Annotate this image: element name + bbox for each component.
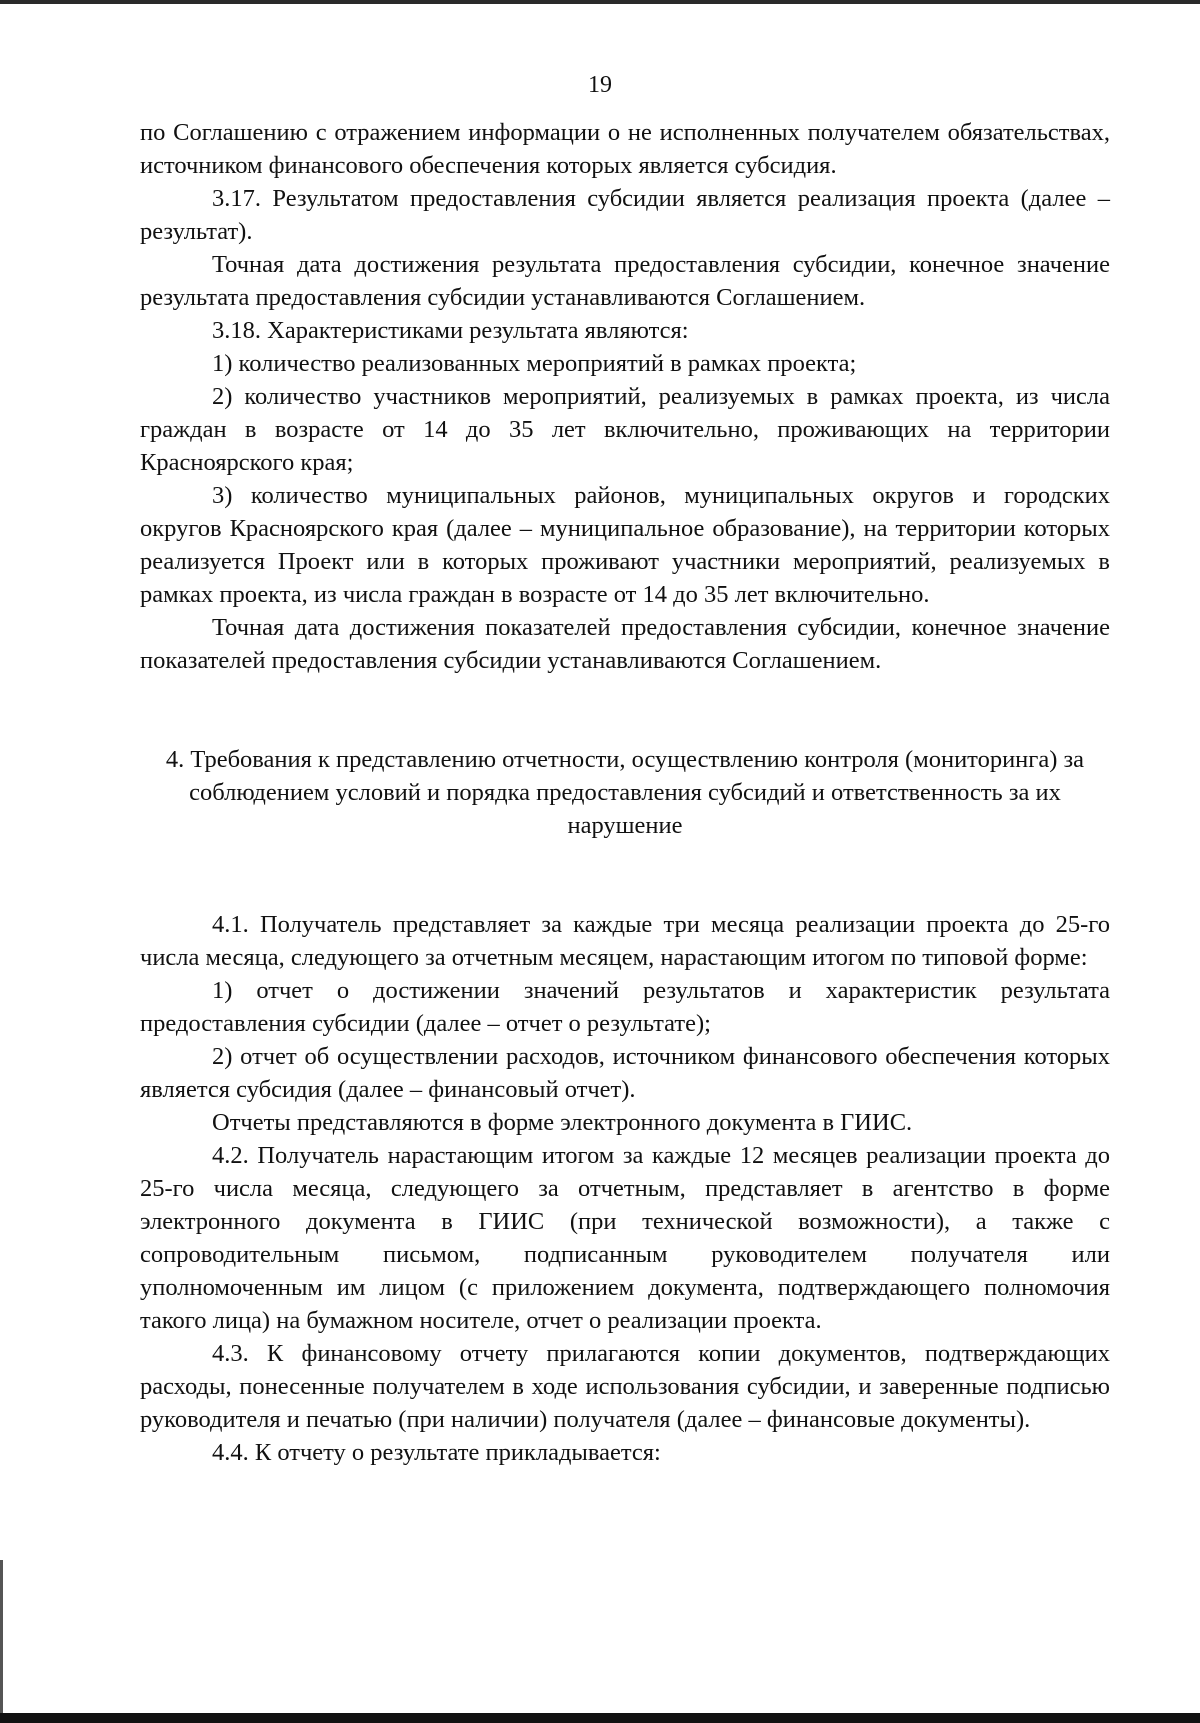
paragraph-4-1: 4.1. Получатель представляет за каждые три месяца реализации проекта до 25-го числа месяца, следующего за отчетным месяцем, нарастающим итогом по типовой форме: bbox=[140, 911, 1110, 971]
list-item-2: 2) количество участников мероприятий, реализуемых в рамках проекта, из числа граждан в возрасте от 14 до 35 лет включительно, проживающих на территории Красноярского края; bbox=[140, 383, 1110, 476]
paragraph-3-17: 3.17. Результатом предоставления субсидии является реализация проекта (далее – результат). bbox=[140, 185, 1110, 245]
spacer bbox=[140, 677, 1110, 710]
list-item-financial-report: 2) отчет об осуществлении расходов, источником финансового обеспечения которых является субсидия (далее – финансовый отчет). bbox=[140, 1043, 1110, 1103]
paragraph-4-3: 4.3. К финансовому отчету прилагаются копии документов, подтверждающих расходы, понесенные получателем в ходе использования субсидии, и заверенные подписью руководителя и печатью (при наличии) получателя (далее – финансовые документы). bbox=[140, 1340, 1110, 1433]
page-number: 19 bbox=[588, 72, 612, 98]
paragraph-reports-giis: Отчеты представляются в форме электронного документа в ГИИС. bbox=[212, 1109, 913, 1136]
scan-top-edge bbox=[0, 0, 1200, 4]
list-item-3: 3) количество муниципальных районов, муниципальных округов и городских округов Красноярского края (далее – муниципальное образование), на территории которых реализуется Проект или в которых проживают участники мероприятий, реализуемых в рамках проекта, из числа граждан в возрасте от 14 до 35 лет включительно. bbox=[140, 482, 1110, 608]
spacer bbox=[140, 842, 1110, 875]
section-4-heading: 4. Требования к представлению отчетности, осуществлению контроля (мониторинга) за соблюдением условий и порядка предоставления субсидий и ответственность за их нарушение bbox=[165, 746, 1085, 839]
paragraph-continuation: по Соглашению с отражением информации о не исполненных получателем обязательствах, источником финансового обеспечения которых является субсидия. bbox=[140, 119, 1110, 179]
paragraph-4-2: 4.2. Получатель нарастающим итогом за каждые 12 месяцев реализации проекта до 25-го числа месяца, следующего за отчетным, представляет в агентство в форме электронного документа в ГИИС (при технической возможности), а также с сопроводительным письмом, подписанным руководителем получателя или уполномоченным им лицом (с приложением документа, подтверждающего полномочия такого лица) на бумажном носителе, отчет о реализации проекта. bbox=[140, 1142, 1110, 1334]
paragraph-indicators-date: Точная дата достижения показателей предоставления субсидии, конечное значение показателей предоставления субсидии устанавливаются Соглашением. bbox=[140, 614, 1110, 674]
scan-left-edge bbox=[0, 1560, 3, 1720]
paragraph-3-18: 3.18. Характеристиками результата являются: bbox=[212, 317, 689, 344]
list-item-report-result: 1) отчет о достижении значений результатов и характеристик результата предоставления субсидии (далее – отчет о результате); bbox=[140, 977, 1110, 1037]
list-item-1: 1) количество реализованных мероприятий в рамках проекта; bbox=[212, 350, 857, 377]
paragraph-4-4: 4.4. К отчету о результате прикладывается: bbox=[212, 1439, 661, 1466]
paragraph-result-date: Точная дата достижения результата предоставления субсидии, конечное значение результата предоставления субсидии устанавливаются Соглашением. bbox=[140, 251, 1110, 311]
spacer bbox=[140, 875, 1110, 908]
document-body bbox=[140, 116, 1110, 1469]
spacer bbox=[140, 710, 1110, 743]
scan-bottom-edge bbox=[0, 1713, 1200, 1723]
